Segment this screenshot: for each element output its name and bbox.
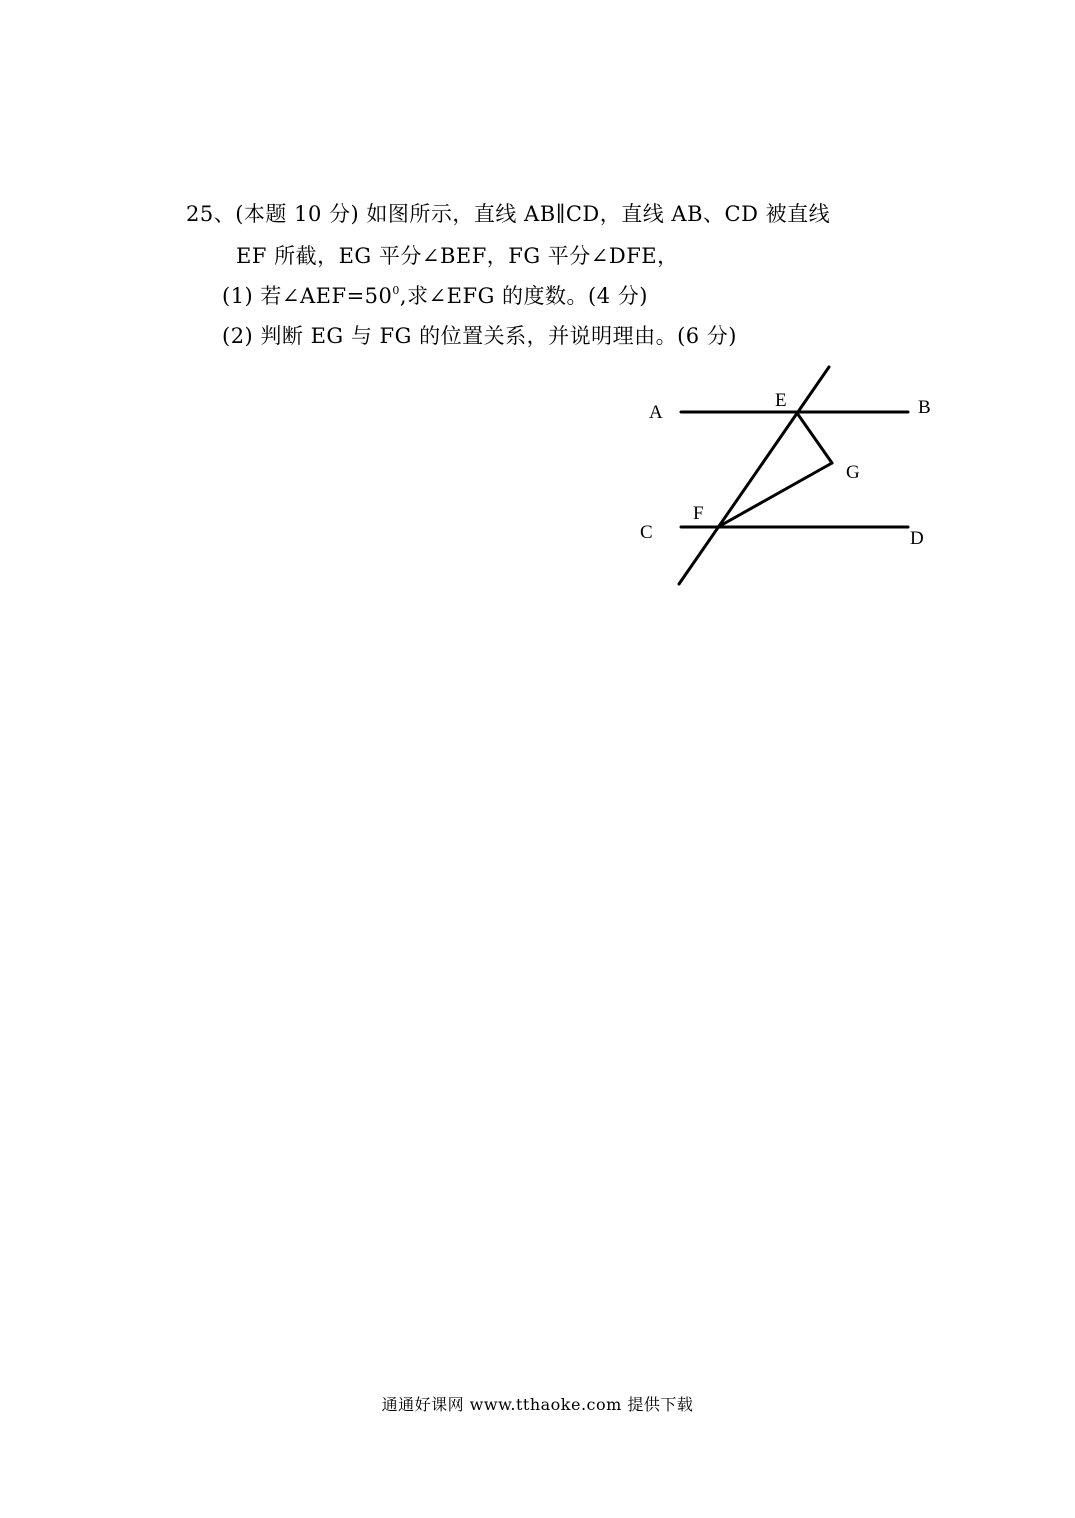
label-b: B bbox=[918, 397, 931, 418]
label-e: E bbox=[775, 390, 787, 411]
page-footer: 通通好课网 www.tthaoke.com 提供下载 bbox=[381, 1395, 694, 1414]
degree-superscript: 0 bbox=[392, 284, 400, 297]
question-line-2: EF 所截，EG 平分∠BEF，FG 平分∠DFE， bbox=[236, 244, 679, 268]
label-d: D bbox=[910, 528, 924, 549]
question-line-1: 25、(本题 10 分) 如图所示，直线 AB∥CD，直线 AB、CD 被直线 bbox=[186, 202, 831, 226]
segment-fg bbox=[718, 463, 832, 527]
label-a: A bbox=[649, 402, 663, 423]
segment-eg bbox=[797, 413, 832, 463]
label-g: G bbox=[846, 462, 860, 483]
part-1-text-end: ,求∠EFG 的度数。(4 分) bbox=[399, 284, 648, 308]
label-f: F bbox=[693, 503, 704, 524]
question-part-2: (2) 判断 EG 与 FG 的位置关系，并说明理由。(6 分) bbox=[222, 324, 737, 348]
label-c: C bbox=[640, 522, 653, 543]
part-1-text: (1) 若∠AEF=50 bbox=[222, 284, 393, 308]
transversal-ef bbox=[679, 367, 829, 584]
